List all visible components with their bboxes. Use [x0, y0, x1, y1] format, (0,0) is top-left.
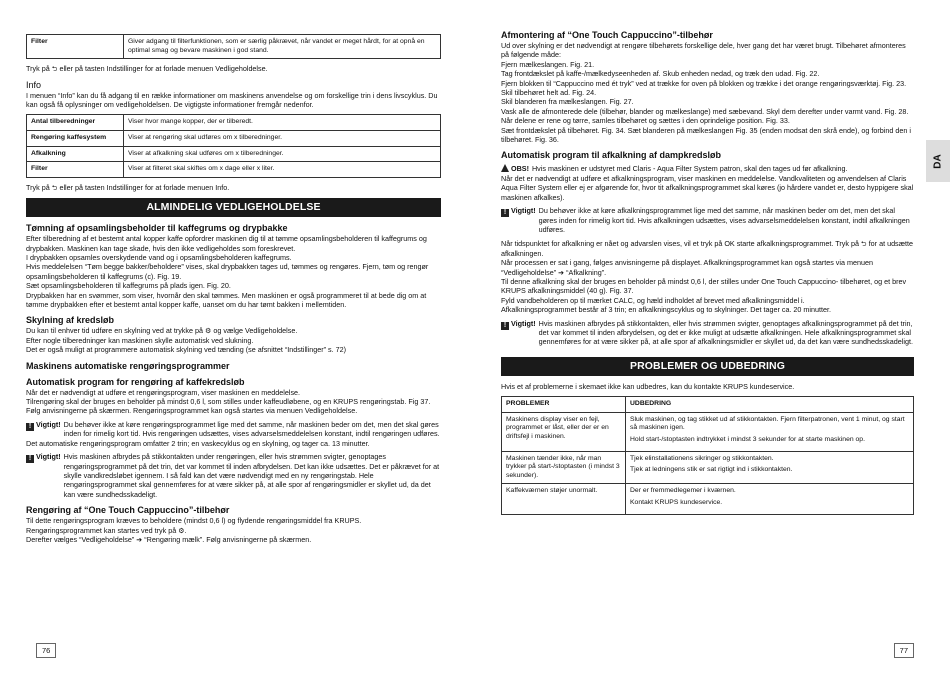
paragraph: Derefter vælges “Vedligeholdelse” ➔ “Rengøring mælk”. Følg anvisningerne på skærmen.: [26, 534, 312, 544]
warning-triangle-icon: [501, 164, 509, 172]
paragraph: Du kan til enhver tid udføre en skylning ved at trykke på ⚙ og vælge Vedligeholdelse.: [26, 326, 298, 336]
table-value: Viser at rengøring skal udføres om x tilberedninger.: [124, 131, 441, 147]
paragraph: Hvis meddelelsen “Tøm beggе bakker/beholdere” vises, skal drypbakken tages ud, tømmes og rengøres. Fjern, tøm og rengør opsamlingsbeholderen til kaffegrums (c). Fig. 19.: [26, 262, 429, 281]
warning-label: ! Vigtigt!: [26, 420, 61, 439]
paragraph: Efter nogle tilberedninger kan maskinen skylle automatisk ved slukning.: [26, 335, 254, 345]
section-title: Skylning af kredsløb: [26, 315, 115, 326]
warning-block: [501, 319, 914, 347]
paragraph: Fyld vandbeholderen op til mærket CALC, og hæld indholdet af brevet med afkalkningsmiddel i.: [501, 295, 805, 305]
section-title: Maskinens automatiske rengøringsprogrammer: [26, 360, 230, 371]
table-key: Afkalkning: [27, 146, 124, 162]
right-column: [501, 30, 914, 515]
paragraph: Skil tilbehøret helt ad. Fig. 24.: [501, 88, 597, 98]
paragraph: Sæt opsamlingsbeholderen til kaffegrums på plads igen. Fig. 20.: [26, 281, 231, 291]
solution-cell: Der er fremmedlegemer i kværnen. Kontakt KRUPS kundeservice.: [626, 484, 914, 514]
paragraph: Til denne afkalkning skal der bruges en beholder på mindst 0,6 l, der stilles under One Touch Cappuccino- tilbehøret, og et brev KRUPS afkalkningsmiddel (40 g). Fig. 37.: [501, 276, 907, 296]
paragraph: Til dette rengøringsprogram kræves to beholdere (mindst 0,6 l) og flydende rengøringsmiddel fra KRUPS.: [26, 516, 362, 526]
right-page: [475, 0, 950, 674]
info-table: [26, 114, 441, 177]
table-row: [27, 131, 441, 147]
warning-text: Du behøver ikke at køre rengøringsprogrammet lige med det samme, når maskinen beder om det, men det skal gøres inden for rimelig kort tid. Hvis rengøringen udsættes, vises advarselsmeddelelsen konstant, indtil rengøringen udføres.: [63, 419, 440, 439]
table-key: Filter: [27, 162, 124, 178]
paragraph: Efter tilberedning af et bestemt antal kopper kaffe opfordrer maskinen dig til at tømme opsamlingsbeholderen til kaffegrums og drypbakken. Maskinen kan tage skade, hvis den ikke vedligeholdes som foreskrevet.: [26, 234, 427, 253]
exclamation-icon: !: [501, 209, 509, 217]
solution-cell: Sluk maskinen, og tag stikket ud af stikkontakten. Fjern filterpatronen, vent 1 minut, og start så maskinen igen. Hold start-/stoptasten indtrykket i mindst 3 sekunder for at starte maskinen op.: [626, 412, 914, 451]
table-row: [502, 484, 914, 514]
table-key: Antal tilberedninger: [27, 115, 124, 131]
paragraph: Tilrengøring skal der bruges en beholder på mindst 0,6 l, som stilles under kaffeudløbene, og en KRUPS rengøringstab. Fig 37. Følg anvisningerne på skærmen. Rengøringsprogrammet kan også startes via menuen Vedligeholdelse.: [26, 397, 431, 416]
warning-text: Hvis maskinen afbrydes på stikkontakten under rengøringen, eller hvis strømmen svigter, genoptages rengøringsprogrammet på det trin, det var kommet til inden afbrydelsen. Det kan ikke udsættes. Det er påkrævet for at skylle vandkredsløbet igennem. I så fald kan det være nødvendigt med en ny rengøringstab. Hele rengøringsprogrammet skal gennemføres for at være sikker på, at alle spor af rengøringsmidler er skyllet ud, da det kan være sundhedsskadeligt.: [63, 452, 440, 499]
table-value: Viser at afkalkning skal udføres om x tilberedninger.: [124, 146, 441, 162]
paragraph: Skil blanderen fra mælkeslangen. Fig. 27.: [501, 97, 634, 107]
warning-label: ! Vigtigt!: [501, 206, 536, 234]
info-heading: Info: [26, 79, 42, 90]
paragraph: Når processen er sat i gang, følges anvisningerne på displayet. Afkalkningsprogrammet kan også startes via menuen “Vedligeholdelse” ➔ “Afkalkning”.: [501, 258, 873, 277]
paragraph: Når det er nødvendigt at udføre et afkalkningsprogram, viser maskinen en meddelelse. Vandkvaliteten og anvendelsen af Claris Aqua Filter System eller ej er afgørende for, hvor tit afkalkningsprogrammet skal køres (jo hårdere vandet er, desto hyppigere skal maskinen afkalkes).: [501, 173, 914, 202]
exclamation-icon: !: [26, 455, 34, 463]
paragraph: Tag frontdækslet på kaffe-/mælkedyseenheden af. Skub enheden nedad, og træk den udad. Fig. 22.: [501, 69, 820, 79]
info-text: I menuen “Info” kan du få adgang til en række informationer om maskinens anvendelse og om forskellige trin i dens livscyklus. Du kan også få oplysninger om vedligeholdelsen. De vigtigste informationer fremgår nedenfor.: [26, 90, 438, 109]
warning-block: [501, 206, 914, 234]
paragraph: Vask alle de afmonterede dele (tilbehør, blander og mælkeslange) med sæbevand. Skyl dem derefter under varmt vand. Fig. 28.: [501, 106, 909, 116]
exclamation-icon: !: [501, 322, 509, 330]
troubleshooting-table: [501, 396, 914, 514]
section-title: Tømning af opsamlingsbeholder til kaffegrums og drypbakke: [26, 223, 288, 234]
page-number: 77: [894, 643, 914, 658]
paragraph: Når delene er rene og tørre, samles tilbehøret og sættes i den oprindelige position. Fig. 33.: [501, 116, 790, 126]
table-value: Viser at filteret skal skiftes om x dage eller x liter.: [124, 162, 441, 178]
paragraph: Når tidspunktet for afkalkning er nået og advarslen vises, vil et tryk på OK starte afkalkningsprogrammet. Tryk på ⮌ for at udsætte afkalkningen.: [501, 239, 914, 258]
paragraph: Rengøringsprogrammet kan startes ved tryk på ⚙.: [26, 525, 187, 535]
warning-block: [26, 420, 441, 439]
column-header: PROBLEMER: [502, 397, 626, 413]
solution-cell: Tjek elinstallationens sikringer og stikkontakten. Tjek at ledningens stik er sat rigtigt ind i stikkontakten.: [626, 451, 914, 484]
warning-label: ! Vigtigt!: [26, 452, 61, 499]
obs-label: OBS!: [501, 164, 529, 173]
table-row: [502, 412, 914, 451]
paragraph: Afkalkningsprogrammet består af 3 trin; en afkalkningscyklus og to skylninger. Det tager ca. 20 minutter.: [501, 305, 831, 315]
paragraph: Drypbakken har en svømmer, som viser, hvornår den skal tømmes. Men maskinen er også programmeret til at bede dig om at tømme drypbakken efter et bestemt antal kopper kaffe, uanset om du har tømt bakken i mellemtiden.: [26, 290, 427, 310]
paragraph: Det automatiske rengøringsprogram omfatter 2 trin; en vaskecyklus og en skylning, og tager ca. 13 minutter.: [26, 438, 370, 448]
section-title: Automatisk program til afkalkning af dampkredsløb: [501, 150, 722, 161]
table-value: Giver adgang til filterfunktionen, som er særlig påkrævet, når vandet er meget hårdt, for at opnå en optimal smag og bevare maskinen i god stand.: [124, 35, 441, 59]
paragraph: Fjern mælkeslangen. Fig. 21.: [501, 59, 595, 69]
table-header-row: [502, 397, 914, 413]
paragraph: Det er også muligt at programmere automatisk skylning ved tænding (se afsnittet “Indstillinger” s. 72): [26, 345, 346, 355]
obs-text: Hvis maskinen er udstyret med Claris - Aqua Filter System patron, skal den tages ud før afkalkning.: [531, 164, 848, 174]
warning-label: ! Vigtigt!: [501, 319, 536, 347]
table-row: [27, 35, 441, 59]
info-return-text: Tryk på ⮌ eller på tasten Indstillinger for at forlade menuen Info.: [26, 182, 230, 192]
paragraph: Ud over skylning er det nødvendigt at rengøre tilbehørets forskellige dele, hver gang det har været brugt. Tilbehøret afmonteres på følgende måde:: [501, 41, 906, 60]
paragraph: Hvis et af problemerne i skemaet ikke kan udbedres, kan du kontakte KRUPS kundeservice.: [501, 381, 795, 391]
table-row: [502, 451, 914, 484]
section-title: Rengøring af “One Touch Cappuccino”-tilbehør: [26, 505, 230, 516]
table-row: [27, 115, 441, 131]
filter-table: [26, 34, 441, 59]
exclamation-icon: !: [26, 423, 34, 431]
warning-text: Du behøver ikke at køre afkalkningsprogrammet lige med det samme, når maskinen beder om det, men det skal gøres inden for rimelig kort tid. Hvis afkalkningen udsættes, vises advarselsmeddelelsen konstant, indtil afkalkningen udføres.: [538, 206, 910, 234]
section-banner: ALMINDELIG VEDLIGEHOLDELSE: [26, 198, 441, 217]
warning-block: [26, 452, 441, 499]
column-header: UDBEDRING: [626, 397, 914, 413]
warning-text: Hvis maskinen afbrydes på stikkontakten, eller hvis strømmen svigter, genoptages afkalkningsprogrammet på det trin, det var kommet til inden afbrydelsen, og det er ikke muligt at udsætte afkalkningen. Hele afkalkningsprogrammet skal gennemføres for at være sikker på, at alle spor af afkalkningsmidler er skyllet ud, da det kan være sundhedsskadeligt.: [538, 318, 913, 347]
table-key: Rengøring kaffesystem: [27, 131, 124, 147]
left-column: [26, 34, 441, 544]
page-number: 76: [36, 643, 56, 658]
section-title: Afmontering af “One Touch Cappuccino”-tilbehør: [501, 30, 713, 40]
table-value: Viser hvor mange kopper, der er tilberedt.: [124, 115, 441, 131]
table-key: Filter: [27, 35, 124, 59]
problem-cell: Maskinen tænder ikke, når man trykker på start-/stoptasten (i mindst 3 sekunder).: [502, 451, 626, 484]
problem-cell: Kaffekværnen støjer unormalt.: [502, 484, 626, 514]
language-tab: DA: [926, 140, 950, 182]
table-row: [27, 162, 441, 178]
filter-return-text: Tryk på ⮌ eller på tasten Indstillinger for at forlade menuen Vedligeholdelse.: [26, 64, 268, 74]
paragraph: I drypbakken opsamles overskydende vand og i opsamlingsbeholderen kaffegrums.: [26, 253, 292, 262]
obs-block: [501, 164, 914, 173]
section-banner: PROBLEMER OG UDBEDRING: [501, 357, 914, 376]
paragraph: Fjern blokken til “Cappuccino med ét tryk” ved at trække for oven på blokken og trække i det orange rengøringsværktøj. Fig. 23.: [501, 78, 907, 88]
paragraph: Når det er nødvendigt at udføre et rengøringsprogram, viser maskinen en meddelelse.: [26, 387, 301, 397]
paragraph: Sæt frontdækslet på tilbehøret. Fig. 34. Sæt blanderen på mælkeslangen Fig. 35 (enden modsat den skrå ende), og forbind den i tilbehøret. Fig. 36.: [501, 125, 911, 145]
problem-cell: Maskinens display viser en fejl, programmet er låst, eller der er en driftsfejl i maskinen.: [502, 412, 626, 451]
section-title: Automatisk program for rengøring af kaffekredsløb: [26, 376, 245, 387]
table-row: [27, 146, 441, 162]
